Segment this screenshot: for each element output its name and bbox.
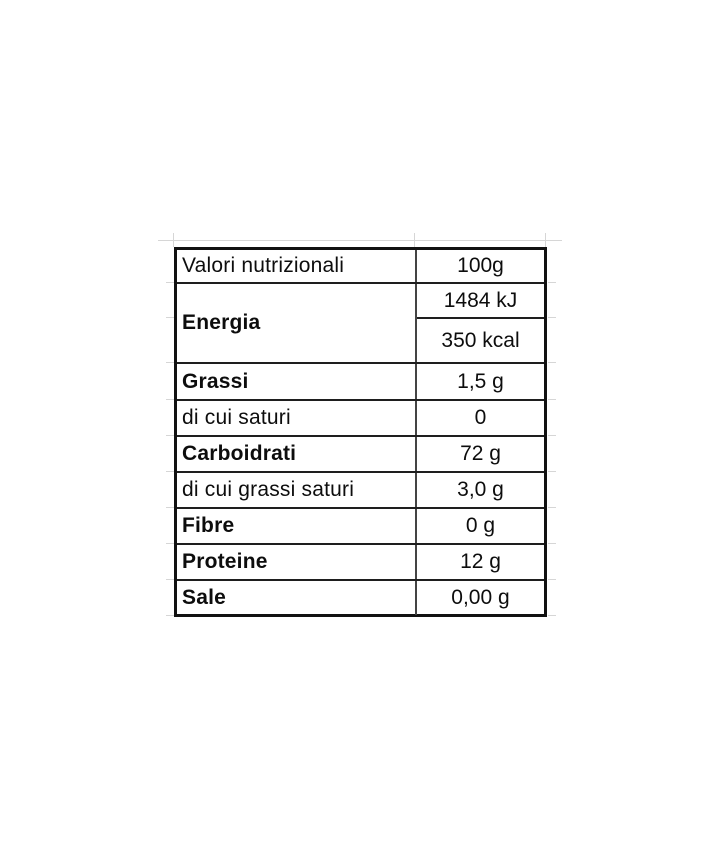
table-row-di-cui-grassi-saturi xyxy=(177,471,544,507)
row-value-fibre: 0 g xyxy=(415,509,544,543)
spreadsheet-gridline-vertical xyxy=(173,233,174,247)
spreadsheet-gridline-stub xyxy=(166,471,174,472)
spreadsheet-gridline-stub xyxy=(166,579,174,580)
row-label-sale: Sale xyxy=(182,586,226,609)
spreadsheet-gridline-stub xyxy=(166,543,174,544)
spreadsheet-gridline-vertical xyxy=(545,233,546,247)
table-row-proteine xyxy=(177,543,544,579)
energia-kj-value: 1484 kJ xyxy=(443,288,518,312)
row-value-carboidrati: 72 g xyxy=(415,437,544,471)
spreadsheet-gridline-stub xyxy=(548,435,556,436)
spreadsheet-gridline-stub xyxy=(548,507,556,508)
row-value-sale: 0,00 g xyxy=(415,581,544,615)
table-row-header xyxy=(177,250,544,282)
energia-kcal-value: 350 kcal xyxy=(417,317,544,362)
row-label-proteine: Proteine xyxy=(182,550,268,573)
table-row-carboidrati xyxy=(177,435,544,471)
spreadsheet-gridline-stub xyxy=(548,399,556,400)
spreadsheet-gridline-stub xyxy=(166,399,174,400)
spreadsheet-gridline-stub xyxy=(166,317,174,318)
spreadsheet-gridline-stub xyxy=(548,317,556,318)
table-row-energia xyxy=(177,282,544,362)
energia-value-stack xyxy=(415,284,544,362)
spreadsheet-gridline-stub xyxy=(548,471,556,472)
spreadsheet-gridline-stub xyxy=(166,615,174,616)
row-label-energia: Energia xyxy=(182,311,261,334)
spreadsheet-gridline-stub xyxy=(166,507,174,508)
row-label-carboidrati: Carboidrati xyxy=(182,442,297,465)
row-value-proteine: 12 g xyxy=(415,545,544,579)
table-row-sale xyxy=(177,579,544,615)
header-value: 100g xyxy=(415,250,544,282)
spreadsheet-gridline-stub xyxy=(166,435,174,436)
spreadsheet-gridline-stub xyxy=(548,615,556,616)
nutrition-table xyxy=(174,247,547,617)
row-value-grassi: 1,5 g xyxy=(415,364,544,399)
table-row-fibre xyxy=(177,507,544,543)
table-row-di-cui-saturi xyxy=(177,399,544,435)
row-label-di-cui-grassi-saturi: di cui grassi saturi xyxy=(182,478,355,501)
header-label: Valori nutrizionali xyxy=(182,254,345,277)
row-value-di-cui-grassi-saturi: 3,0 g xyxy=(415,473,544,507)
spreadsheet-gridline-stub xyxy=(166,282,174,283)
row-label-grassi: Grassi xyxy=(182,369,249,393)
spreadsheet-gridline-stub xyxy=(548,282,556,283)
spreadsheet-gridline-horizontal xyxy=(158,240,562,241)
row-label-fibre: Fibre xyxy=(182,514,235,537)
table-row-grassi xyxy=(177,362,544,399)
spreadsheet-gridline-stub xyxy=(548,543,556,544)
spreadsheet-gridline-vertical xyxy=(414,233,415,247)
spreadsheet-gridline-stub xyxy=(166,362,174,363)
spreadsheet-gridline-stub xyxy=(548,579,556,580)
row-value-di-cui-saturi: 0 xyxy=(415,401,544,435)
row-label-di-cui-saturi: di cui saturi xyxy=(182,406,291,429)
spreadsheet-gridline-stub xyxy=(548,362,556,363)
